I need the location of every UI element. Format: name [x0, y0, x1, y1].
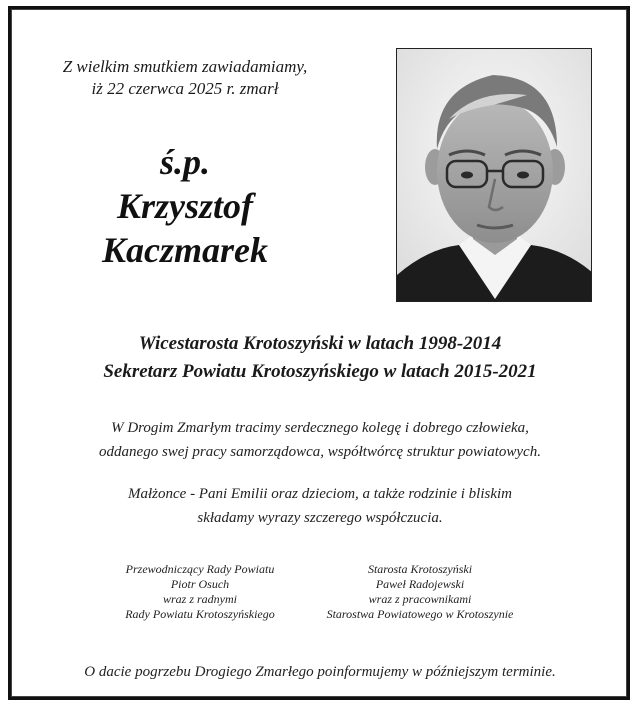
intro-line-1: Z wielkim smutkiem zawiadamiamy, — [62, 57, 308, 76]
signature-left-line: wraz z radnymi — [162, 592, 237, 606]
portrait-photo — [396, 48, 592, 302]
tribute-text — [0, 416, 640, 464]
signature-right-line: Starostwa Powiatowego w Krotoszynie — [326, 607, 514, 621]
last-name: Kaczmarek — [102, 230, 268, 270]
first-name: Krzysztof — [116, 186, 254, 226]
name-prefix: ś.p. — [159, 142, 210, 182]
condolences-line-2: składamy wyrazy szczerego współczucia. — [197, 510, 443, 526]
tribute-line-1: W Drogim Zmarłym tracimy serdecznego kolegę i dobrego człowieka, — [111, 420, 529, 436]
signature-right — [290, 562, 550, 622]
funeral-info: O dacie pogrzebu Drogiego Zmarłego poinformujemy w późniejszym terminie. — [84, 664, 556, 680]
deceased-name — [60, 140, 310, 272]
signature-left-line: Rady Powiatu Krotoszyńskiego — [125, 607, 275, 621]
signature-right-line: Starosta Krotoszyński — [367, 562, 473, 576]
tribute-line-2: oddanego swej pracy samorządowca, współtwórcę struktur powiatowych. — [99, 444, 541, 460]
signature-left-line: Przewodniczący Rady Powiatu — [125, 562, 275, 576]
signature-left-line: Piotr Osuch — [170, 577, 230, 591]
intro-line-2: iż 22 czerwca 2025 r. zmarł — [91, 79, 279, 98]
signature-right-line: wraz z pracownikami — [368, 592, 472, 606]
signature-right-line: Paweł Radojewski — [375, 577, 465, 591]
intro-text — [60, 56, 310, 100]
role-2: Sekretarz Powiatu Krotoszyńskiego w latach 2015-2021 — [103, 361, 537, 382]
role-1: Wicestarosta Krotoszyński w latach 1998-2014 — [138, 333, 502, 354]
roles — [0, 330, 640, 386]
condolences-line-1: Małżonce - Pani Emilii oraz dzieciom, a także rodzinie i bliskim — [128, 486, 512, 502]
condolences-text — [0, 482, 640, 530]
